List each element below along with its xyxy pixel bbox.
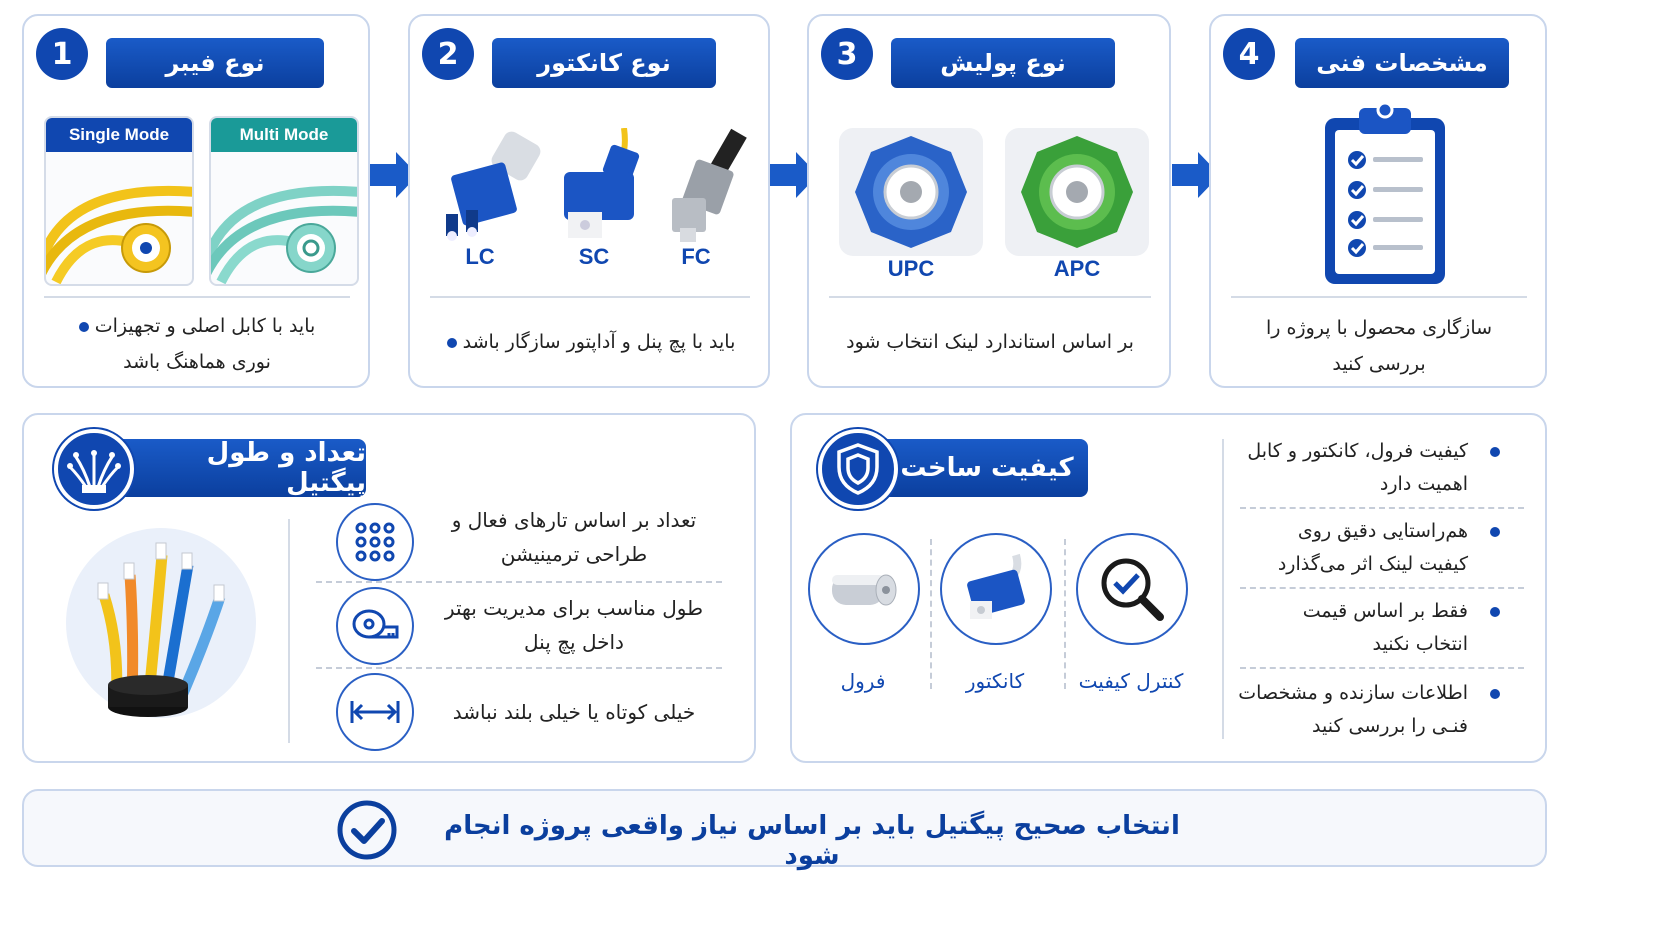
lc-connector-icon [436, 128, 546, 248]
feature-text [434, 591, 714, 659]
step-number: 4 [1223, 28, 1275, 80]
feature-line2: داخل پچ پنل [524, 630, 624, 654]
step-number: 3 [821, 28, 873, 80]
connector-label: کانکتور [965, 669, 1025, 693]
fc-label: FC [681, 244, 711, 269]
multi-mode-cable-icon [211, 152, 357, 284]
step-description [424, 324, 758, 360]
step-description-line1: سازگاری محصول با پروژه را [1265, 317, 1493, 339]
apc-tile [1005, 128, 1149, 256]
bullet-line2: اهمیت دارد [1379, 473, 1468, 495]
multi-mode-tile [209, 116, 359, 286]
divider [1231, 296, 1527, 298]
step-description-line1: باید با کابل اصلی و تجهیزات [94, 315, 316, 337]
bullet-line2: انتخاب نکنید [1372, 633, 1468, 655]
step-number: 2 [422, 28, 474, 80]
footer-text: انتخاب صحیح پیگتیل باید بر اساس نیاز واقعی پروژه انجام شود [444, 811, 1180, 871]
sc-connector-icon [956, 549, 1036, 629]
magnifier-check-icon [1096, 553, 1168, 625]
bullet-line1: فقط بر اساس قیمت [1302, 600, 1468, 622]
fc-connector-icon [658, 128, 758, 248]
single-mode-cable-icon [46, 152, 192, 284]
quality-control-label: کنترل کیفیت [1078, 669, 1184, 693]
step-title: نوع پولیش [891, 38, 1115, 88]
vertical-divider [1222, 439, 1224, 739]
quality-control-circle [1076, 533, 1188, 645]
step-card-technical-specs [1209, 14, 1547, 388]
bullet-dot [1490, 689, 1500, 699]
divider [430, 296, 750, 298]
single-mode-label: Single Mode [46, 118, 192, 152]
divider [829, 296, 1151, 298]
quality-bullet [1238, 515, 1468, 581]
ferrule-circle [808, 533, 920, 645]
apc-label: APC [1053, 256, 1101, 281]
upc-tile [839, 128, 983, 256]
step-description [44, 308, 350, 380]
step-title: نوع فیبر [106, 38, 324, 88]
fiber-count-icon [336, 503, 414, 581]
length-arrow-icon [336, 673, 414, 751]
check-circle-icon [336, 799, 398, 861]
step-description-text: باید با پچ پنل و آداپتور سازگار باشد [462, 331, 736, 353]
dashed-divider [316, 667, 722, 669]
upc-label: UPC [887, 256, 935, 281]
step-card-fiber-type [22, 14, 370, 388]
section-title: تعداد و طول پیگتیل [88, 439, 366, 497]
ferrule-label: فرول [840, 669, 886, 693]
vertical-divider [1064, 539, 1066, 689]
quality-section [790, 413, 1547, 763]
quality-bullet [1238, 435, 1468, 501]
shield-icon [818, 429, 898, 509]
feature-line1: طول مناسب برای مدیریت بهتر [444, 596, 704, 620]
footer-banner [22, 789, 1547, 871]
sc-label: SC [578, 244, 610, 269]
tape-measure-icon [336, 587, 414, 665]
apc-ferrule-icon [1005, 128, 1149, 256]
bullet-dot [447, 338, 457, 348]
step-title: نوع کانکتور [492, 38, 716, 88]
step-description: بر اساس استاندارد لینک انتخاب شود [846, 331, 1134, 353]
bullet-line2: کیفیت لینک اثر می‌گذارد [1277, 553, 1468, 575]
bullet-dot [1490, 607, 1500, 617]
bullet-line2: فنـی را بررسی کنید [1312, 715, 1468, 737]
step-description-line2: بررسی کنید [1332, 353, 1426, 375]
vertical-divider [930, 539, 932, 689]
step-description-line2: نوری هماهنگ باشد [123, 351, 271, 373]
step-title: مشخصات فنی [1295, 38, 1509, 88]
sc-connector-icon [554, 128, 658, 248]
bullet-line1: کیفیت فرول، کانکتور و کابل [1247, 440, 1468, 462]
ferrule-icon [824, 559, 904, 619]
bullet-line1: هم‌راستایی دقیق روی [1297, 520, 1468, 542]
fiber-cable-illustration [64, 525, 258, 721]
connector-circle [940, 533, 1052, 645]
feature-text: خیلی کوتاه یا خیلی بلند نباشد [452, 700, 696, 724]
dashed-divider [1240, 587, 1524, 589]
feature-line2: طراحی ترمینیشن [500, 542, 648, 566]
pigtail-section [22, 413, 756, 763]
vertical-divider [288, 519, 290, 743]
dashed-divider [1240, 507, 1524, 509]
bullet-dot [79, 322, 89, 332]
feature-line1: تعداد بر اساس تارهای فعال و [451, 508, 697, 532]
bullet-line1: اطلاعات سازنده و مشخصات [1238, 682, 1468, 704]
single-mode-tile [44, 116, 194, 286]
quality-bullet [1238, 595, 1468, 661]
fiber-bundle-icon [54, 429, 134, 509]
section-title: کیفیت ساخت [852, 439, 1088, 497]
dashed-divider [316, 581, 722, 583]
divider [44, 296, 350, 298]
step-card-connector-type [408, 14, 770, 388]
bullet-dot [1490, 447, 1500, 457]
lc-label: LC [465, 244, 495, 269]
multi-mode-label: Multi Mode [211, 118, 357, 152]
step-number: 1 [36, 28, 88, 80]
bullet-dot [1490, 527, 1500, 537]
step-card-polish-type [807, 14, 1171, 388]
upc-ferrule-icon [839, 128, 983, 256]
clipboard-checklist-icon [1319, 100, 1451, 290]
dashed-divider [1240, 667, 1524, 669]
feature-text [434, 503, 714, 571]
step-description [1231, 310, 1527, 382]
quality-bullet [1238, 677, 1468, 743]
